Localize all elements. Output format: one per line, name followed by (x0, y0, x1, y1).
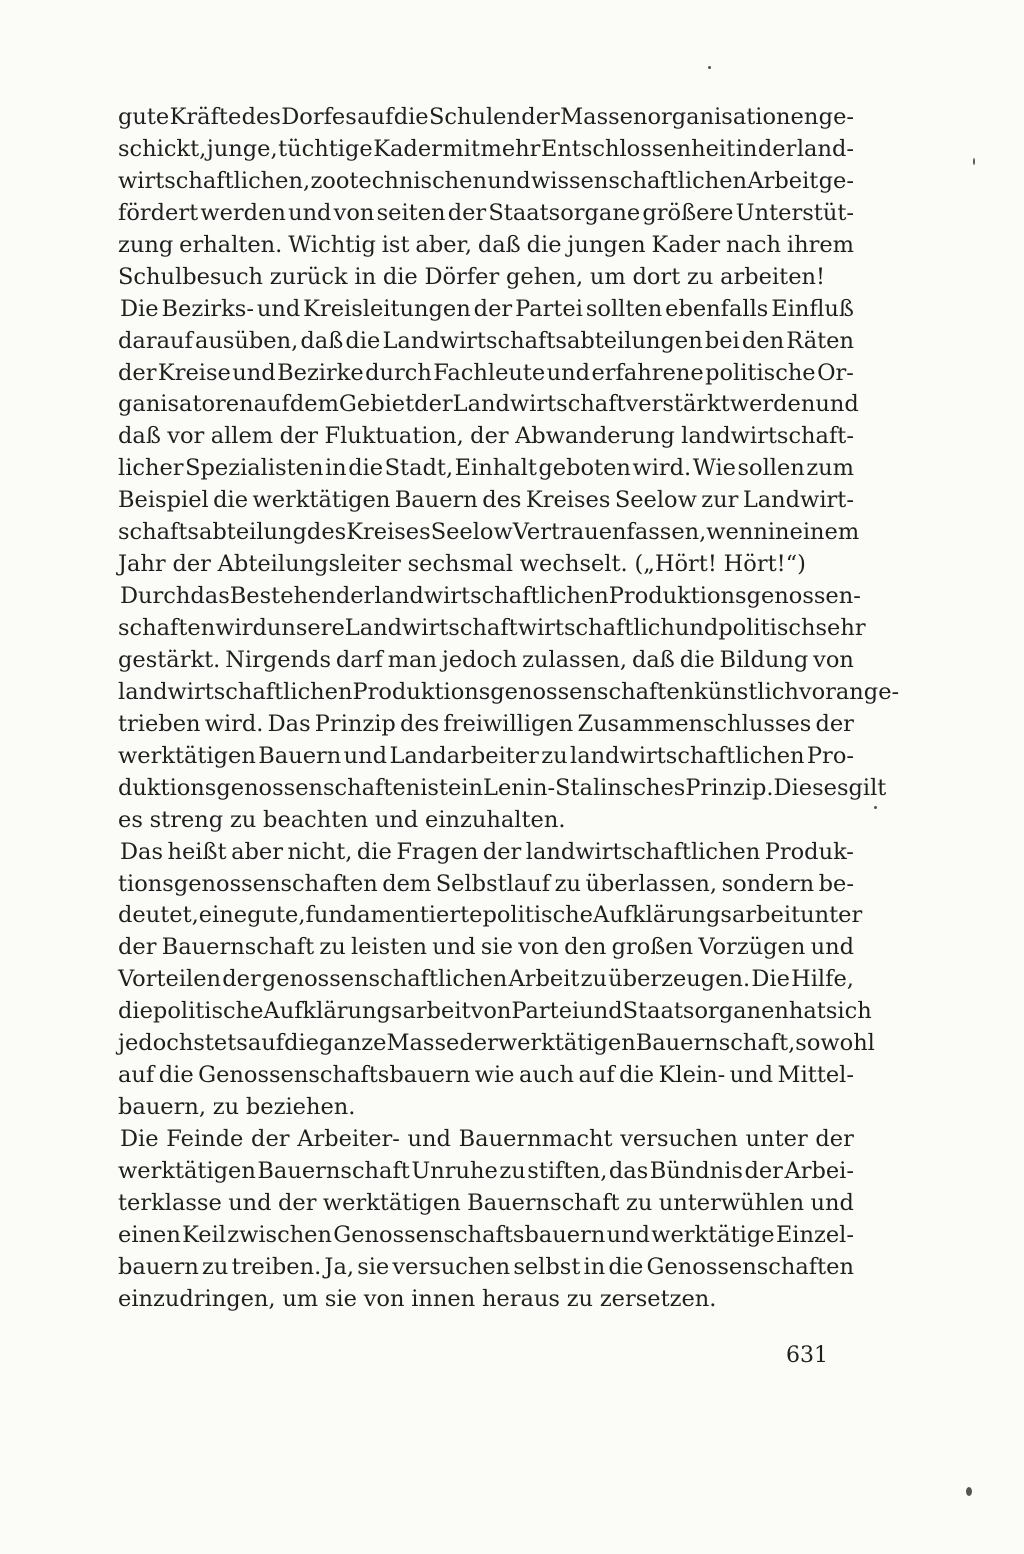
page-number: 631 (786, 1343, 828, 1368)
text-line: daß vor allem der Fluktuation, der Abwanderung landwirtschaft- (118, 423, 854, 450)
text-line: werktätigen Bauernschaft Unruhe zu stiften, das Bündnis der Arbei- (118, 1157, 854, 1184)
paragraph-first-line: Durch das Bestehen der landwirtschaftlichen Produktionsgenossen- (120, 583, 861, 610)
paragraph-first-line: gute Kräfte des Dorfes auf die Schulen der Massenorganisationen ge- (118, 104, 854, 130)
text-line: licher Spezialisten in die Stadt, Einhalt geboten wird. Wie sollen zum (118, 455, 854, 482)
text-line: trieben wird. Das Prinzip des freiwilligen Zusammenschlusses der (118, 710, 854, 737)
text-line: die politische Aufklärungsarbeit von Partei und Staatsorganen hat sich (118, 998, 872, 1025)
text-line: bauern, zu beziehen. (118, 1094, 356, 1121)
text-line: auf die Genossenschaftsbauern wie auch auf die Klein- und Mittel- (118, 1062, 854, 1089)
text-line: der Bauernschaft zu leisten und sie von den großen Vorzügen und (118, 934, 854, 961)
scan-speck (966, 1487, 972, 1496)
text-line: gestärkt. Nirgends darf man jedoch zulassen, daß die Bildung von (118, 646, 854, 673)
text-line: jedoch stets auf die ganze Masse der werktätigen Bauernschaft, sowohl (118, 1030, 875, 1057)
text-line: bauern zu treiben. Ja, sie versuchen selbst in die Genossenschaften (118, 1253, 854, 1280)
body-text (118, 102, 900, 1316)
text-line: darauf ausüben, daß die Landwirtschaftsabteilungen bei den Räten (118, 327, 854, 354)
text-line: landwirtschaftlichen Produktionsgenossenschaften künstlich vorange- (118, 678, 900, 705)
text-line: schickt, junge, tüchtige Kader mit mehr Entschlossenheit in der land- (118, 135, 854, 162)
text-line: wirtschaftlichen, zootechnischen und wissenschaftlichen Arbeit ge- (118, 167, 854, 194)
text-line: Vorteilen der genossenschaftlichen Arbeit zu überzeugen. Die Hilfe, (118, 966, 854, 993)
text-line: terklasse und der werktätigen Bauernschaft zu unterwühlen und (118, 1189, 854, 1216)
paragraph-first-line: Die Feinde der Arbeiter- und Bauernmacht versuchen unter der (120, 1126, 854, 1152)
text-line: tionsgenossenschaften dem Selbstlauf zu überlassen, sondern be- (118, 870, 854, 897)
text-line: deutet, eine gute, fundamentierte politische Aufklärungsarbeit unter (118, 902, 863, 929)
text-line: werktätigen Bauern und Landarbeiter zu landwirtschaftlichen Pro- (118, 742, 854, 769)
text-line: schaften wird unsere Landwirtschaft wirtschaftlich und politisch sehr (118, 615, 866, 641)
scan-speck (874, 806, 877, 809)
text-line: es streng zu beachten und einzuhalten. (118, 806, 566, 833)
scan-speck (973, 158, 975, 165)
text-line: zung erhalten. Wichtig ist aber, daß die jungen Kader nach ihrem (118, 231, 854, 258)
paragraph-first-line: Das heißt aber nicht, die Fragen der landwirtschaftlichen Produk- (120, 838, 854, 865)
text-line: schaftsabteilung des Kreises Seelow Vertrauen fassen, wenn in einem (118, 519, 860, 546)
text-line: ganisatoren auf dem Gebiet der Landwirtschaft verstärkt werden und (118, 391, 859, 418)
text-line: der Kreise und Bezirke durch Fachleute und erfahrene politische Or- (118, 359, 854, 386)
text-line: duktionsgenossenschaften ist ein Lenin-Stalinsches Prinzip. Dieses gilt (118, 774, 887, 801)
text-line: Beispiel die werktätigen Bauern des Kreises Seelow zur Landwirt- (118, 487, 854, 514)
scan-speck (708, 66, 711, 69)
text-line: Jahr der Abteilungsleiter sechsmal wechselt. („Hört! Hört!“) (118, 551, 806, 578)
text-line: einen Keil zwischen Genossenschaftsbauern und werktätige Einzel- (118, 1221, 854, 1248)
text-line: fördert werden und von seiten der Staatsorgane größere Unterstüt- (118, 199, 854, 226)
text-line: einzudringen, um sie von innen heraus zu zersetzen. (118, 1285, 717, 1312)
paragraph-first-line: Die Bezirks- und Kreisleitungen der Partei sollten ebenfalls Einfluß (120, 295, 854, 322)
text-line: Schulbesuch zurück in die Dörfer gehen, um dort zu arbeiten! (118, 263, 826, 290)
